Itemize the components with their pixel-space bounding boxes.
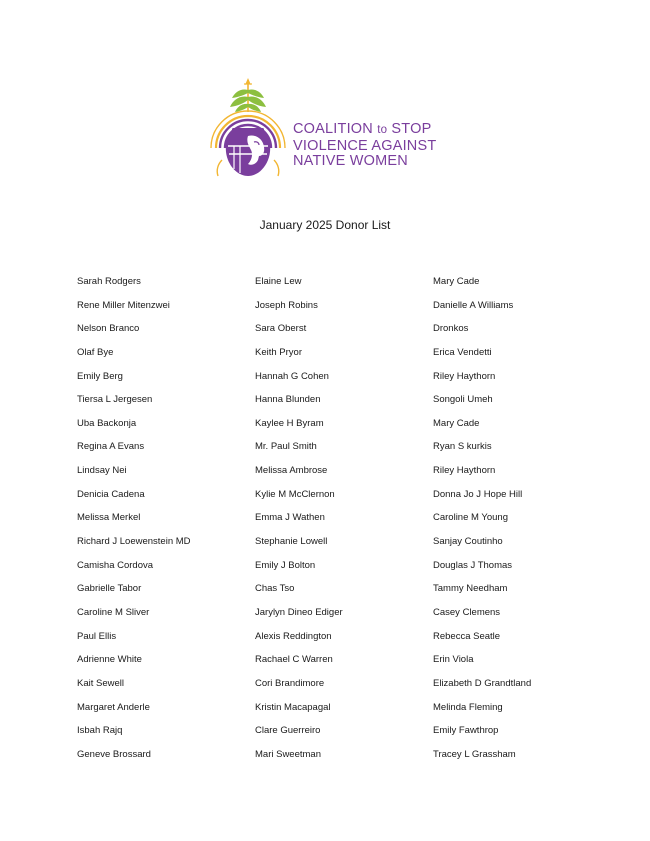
donor-name: Cori Brandimore <box>255 677 325 689</box>
donor-name: Regina A Evans <box>77 441 145 453</box>
donor-name: Emily Berg <box>77 370 123 382</box>
donor-name: Geneve Brossard <box>77 748 151 760</box>
donor-name: Caroline M Young <box>433 512 508 524</box>
donor-name: Rachael C Warren <box>255 654 333 666</box>
donor-name: Melissa Ambrose <box>255 465 328 477</box>
donor-name: Tracey L Grassham <box>433 748 516 760</box>
donor-name: Melissa Merkel <box>77 512 141 524</box>
donor-name: Erin Viola <box>433 654 474 666</box>
donor-name: Uba Backonja <box>77 417 137 429</box>
donor-name: Sarah Rodgers <box>77 276 141 287</box>
donor-name: Douglas J Thomas <box>433 559 513 571</box>
donor-name: Tiersa L Jergesen <box>77 394 153 406</box>
donor-name: Olaf Bye <box>77 346 114 358</box>
donor-name: Kaylee H Byram <box>255 417 324 429</box>
donor-name: Lindsay Nei <box>77 465 127 477</box>
donor-name: Adrienne White <box>77 654 142 666</box>
donor-name: Denicia Cadena <box>77 488 145 500</box>
donor-name: Caroline M Sliver <box>77 606 150 618</box>
donor-name: Kylie M McClernon <box>255 488 335 500</box>
donor-name: Mary Cade <box>433 417 480 429</box>
donor-name: Melinda Fleming <box>433 701 503 713</box>
donor-name: Emma J Wathen <box>255 512 325 524</box>
donor-name: Sara Oberst <box>255 323 307 335</box>
donor-name: Songoli Umeh <box>433 394 493 406</box>
donor-name: Richard J Loewenstein MD <box>77 536 191 548</box>
donor-name: Paul Ellis <box>77 630 117 642</box>
donor-name: Margaret Anderle <box>77 701 150 713</box>
donor-name: Mr. Paul Smith <box>255 441 317 453</box>
donor-name: Jarylyn Dineo Ediger <box>255 606 343 618</box>
logo-line-2: VIOLENCE AGAINST <box>293 137 437 154</box>
donor-name: Ryan S kurkis <box>433 441 492 453</box>
logo-line-1: COALITION to STOP <box>293 121 432 137</box>
donor-name: Rene Miller Mitenzwei <box>77 299 170 311</box>
donor-name: Erica Vendetti <box>433 346 492 358</box>
donor-name: Casey Clemens <box>433 606 501 618</box>
donor-name: Mary Cade <box>433 276 480 287</box>
donor-name: Elaine Lew <box>255 276 302 287</box>
donor-column-1 <box>77 270 252 766</box>
donor-name: Rebecca Seatle <box>433 630 501 642</box>
donor-name: Alexis Reddington <box>255 630 332 642</box>
donor-name: Sanjay Coutinho <box>433 536 503 548</box>
donor-column-3 <box>433 270 608 766</box>
logo-emblem-icon <box>208 76 288 182</box>
donor-name: Keith Pryor <box>255 346 302 358</box>
donor-name: Donna Jo J Hope Hill <box>433 488 523 500</box>
donor-name: Nelson Branco <box>77 323 140 335</box>
logo-wordmark <box>293 122 436 170</box>
logo-line-3: NATIVE WOMEN <box>293 153 408 169</box>
donor-name: Hannah G Cohen <box>255 370 329 382</box>
donor-name: Kait Sewell <box>77 677 124 689</box>
donor-name: Mari Sweetman <box>255 748 321 760</box>
donor-name: Camisha Cordova <box>77 559 154 571</box>
donor-name: Clare Guerreiro <box>255 725 321 737</box>
donor-name: Chas Tso <box>255 583 295 595</box>
donor-name: Danielle A Williams <box>433 299 514 311</box>
donor-name: Emily Fawthrop <box>433 725 499 737</box>
donor-name: Hanna Blunden <box>255 394 321 406</box>
donor-name: Elizabeth D Grandtland <box>433 677 532 689</box>
donor-name: Riley Haythorn <box>433 370 496 382</box>
donor-name: Stephanie Lowell <box>255 536 328 548</box>
donor-column-2 <box>255 270 430 766</box>
donor-list <box>77 270 597 770</box>
donor-name: Kristin Macapagal <box>255 701 331 713</box>
donor-name: Tammy Needham <box>433 583 508 595</box>
page-title: January 2025 Donor List <box>259 218 391 232</box>
organization-logo <box>208 76 444 182</box>
donor-name: Emily J Bolton <box>255 559 316 571</box>
donor-name: Gabrielle Tabor <box>77 583 142 595</box>
donor-name: Dronkos <box>433 323 469 335</box>
donor-name: Isbah Rajq <box>77 725 123 737</box>
donor-name: Joseph Robins <box>255 299 318 311</box>
donor-name: Riley Haythorn <box>433 465 496 477</box>
